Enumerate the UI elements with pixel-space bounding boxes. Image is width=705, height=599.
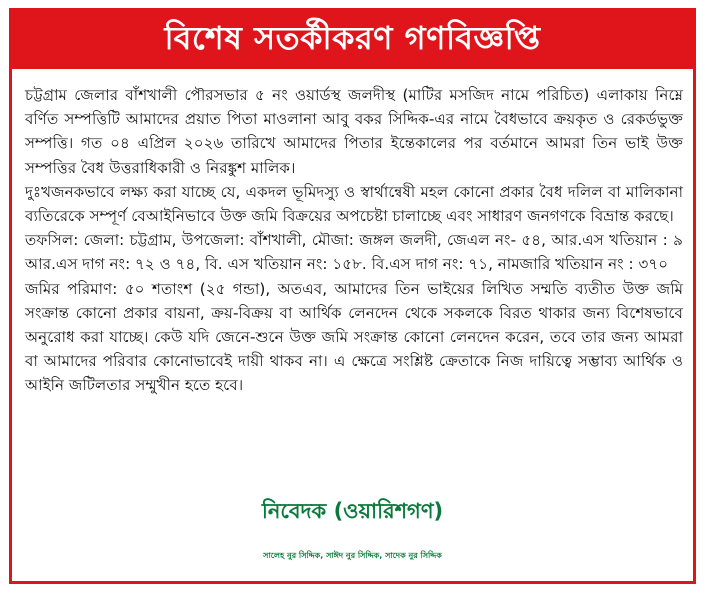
- paragraph-ownership: চট্টগ্রাম জেলার বাঁশখালী পৌরসভার ৫ নং ওয়ার্ডস্থ জলদীস্থ (মাটির মসজিদ নামে পরিচিত) এলাকায় নিম্নে বর্ণিত সম্পত্তিটি আমাদের প্রয়াত পিতা মাওলানা আবু বকর সিদ্দিক-এর নামে বৈধভাবে ক্রয়কৃত ও রেকর্ডভুক্ত সম্পত্তি। গত ০৪ এপ্রিল ২০২৬ তারিখে আমাদের পিতার ইন্তেকালের পর বর্তমানে আমরা তিন ভাই উক্ত সম্পত্তির বৈধ উত্তরাধিকারী ও নিরঙ্কুশ মালিক।: [25, 86, 683, 177]
- paragraph-warning: দুঃখজনকভাবে লক্ষ্য করা যাচ্ছে যে, একদল ভূমিদস্যু ও স্বার্থান্বেষী মহল কোনো প্রকার বৈধ দলিল বা মালিকানা ব্যতিরেকে সম্পূর্ণ বেআইনিভাবে উক্ত জমি বিক্রয়ের অপচেষ্টা চালাচ্ছে এবং সাধারণ জনগণকে বিভ্রান্ত করছে।: [25, 182, 683, 226]
- notice-body: [25, 83, 683, 398]
- header-bar: [12, 11, 693, 69]
- paragraph-schedule: তফসিল: জেলা: চট্টগ্রাম, উপজেলা: বাঁশখালী, মৌজা: জঙ্গল জলদী, জেএল নং- ৫৪, আর.এস খতিয়ান : ৯ আর.এস দাগ নং: ৭২ ও ৭৪, বি. এস খতিয়ান নং: ১৫৮. বি.এস দাগ নং: ৭১, নামজারি খতিয়ান নং : ৩৭০: [25, 231, 683, 274]
- notice-title: বিশেষ সতর্কীকরণ গণবিজ্ঞপ্তি: [164, 19, 541, 57]
- signature-names: সালেহ নুর সিদ্দিক, সাঈদ নুর সিদ্দিক, সাদেক নুর সিদ্দিক: [263, 551, 442, 560]
- notice-box: [9, 8, 696, 584]
- paragraph-land-amount: জমির পরিমাণ: ৫০ শতাংশ (২৫ গন্ডা), অতএব, আমাদের তিন ভাইয়ের লিখিত সম্মতি ব্যতীত উক্ত জমি সংক্রান্ত কোনো প্রকার বায়না, ক্রয়-বিক্রয় বা আর্থিক লেনদেন থেকে সকলকে বিরত থাকার জন্য বিশেষভাবে অনুরোধ করা যাচ্ছে। কেউ যদি জেনে-শুনে উক্ত জমি সংক্রান্ত কোনো লেনদেন করেন, তবে তার জন্য আমরা বা আমাদের পরিবার কোনোভাবেই দায়ী থাকব না। এ ক্ষেত্রে সংশ্লিষ্ট ক্রেতাকে নিজ দায়িত্বে সম্ভাব্য আর্থিক ও আইনি জটিলতার সম্মুখীন হতে হবে।: [25, 279, 683, 395]
- signature-block: [12, 495, 693, 573]
- signature-label: নিবেদক (ওয়ারিশগণ): [261, 499, 444, 523]
